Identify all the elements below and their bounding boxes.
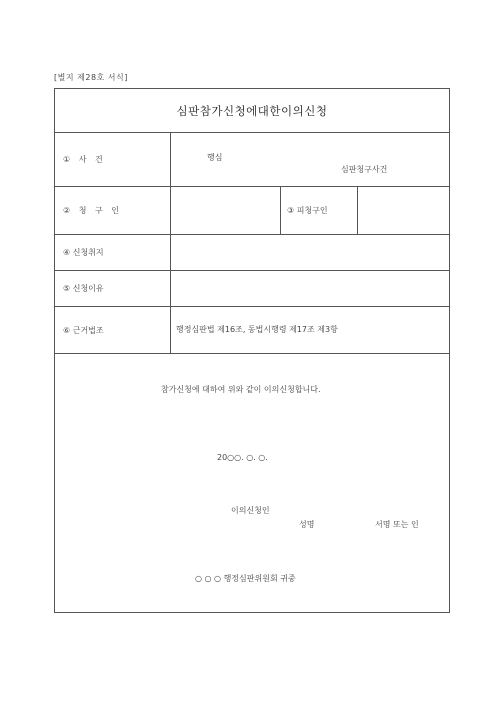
label-case: ① 사 건 <box>55 132 171 186</box>
row-reason <box>55 271 449 307</box>
recipient-text: ○ ○ ○ 행정심판위원회 귀중 <box>195 574 296 583</box>
applicant-label: 이의신청인 <box>231 506 270 515</box>
application-form <box>54 88 450 613</box>
case-prefix: 행심 <box>207 153 223 162</box>
name-label: 성명 <box>299 520 315 529</box>
row-case <box>55 132 449 187</box>
form-body <box>55 354 449 613</box>
label-reason: ⑤ 신청이유 <box>55 271 171 306</box>
case-suffix: 심판청구사건 <box>341 165 388 174</box>
form-caption: [별지 제28호 서식] <box>54 73 128 82</box>
label-claimant: ② 청 구 인 <box>55 187 171 234</box>
date-text: 20○○. ○. ○. <box>217 453 268 462</box>
row-claimant <box>55 187 449 235</box>
statement-text: 참가신청에 대하여 위와 같이 이의신청합니다. <box>161 385 321 394</box>
divider <box>280 187 281 234</box>
form-title: 심판참가신청에대한이의신청 <box>55 89 449 133</box>
purpose-field[interactable] <box>172 235 450 270</box>
claimant-field[interactable] <box>172 187 280 234</box>
respondent-field[interactable] <box>358 187 450 234</box>
basis-value: 행정심판법 제16조, 동법시행령 제17조 제3항 <box>176 325 338 334</box>
label-basis: ⑥ 근거법조 <box>55 307 171 353</box>
row-purpose <box>55 235 449 271</box>
label-purpose: ④ 신청취지 <box>55 235 171 270</box>
label-respondent: ③ 피청구인 <box>287 206 328 215</box>
reason-field[interactable] <box>172 271 450 306</box>
sign-label: 서명 또는 인 <box>375 520 419 529</box>
row-basis <box>55 307 449 354</box>
